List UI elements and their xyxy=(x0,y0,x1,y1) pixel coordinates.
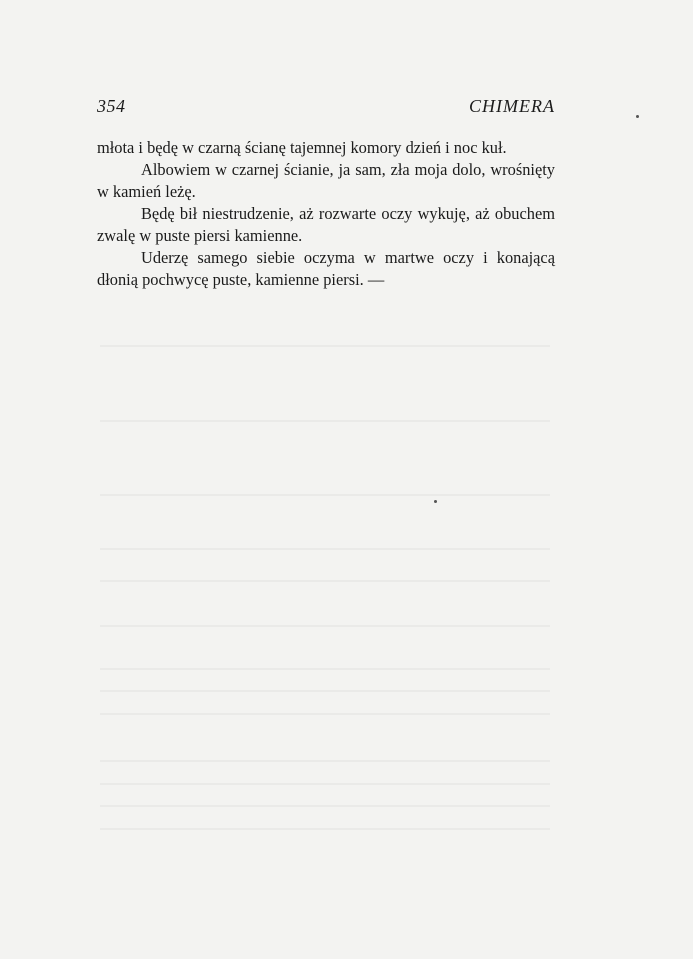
paragraph: Uderzę samego siebie oczyma w martwe oczy i konającą dłonią pochwycę puste, kamienne piersi. — xyxy=(97,248,555,289)
paragraph: Albowiem w czarnej ścianie, ja sam, zła moja dolo, wrośnięty w kamień leżę. xyxy=(97,160,555,201)
paragraph: Będę bił niestrudzenie, aż rozwarte oczy wykuję, aż obuchem zwalę w puste piersi kamienne. xyxy=(97,204,555,245)
ink-speck xyxy=(434,500,437,503)
body-text xyxy=(97,137,555,291)
ink-speck xyxy=(636,115,639,118)
running-title: CHIMERA xyxy=(469,96,555,116)
paragraph: młota i będę w czarną ścianę tajemnej komory dzień i noc kuł. xyxy=(97,138,507,157)
page-number: 354 xyxy=(97,96,126,116)
page-header xyxy=(97,96,555,122)
